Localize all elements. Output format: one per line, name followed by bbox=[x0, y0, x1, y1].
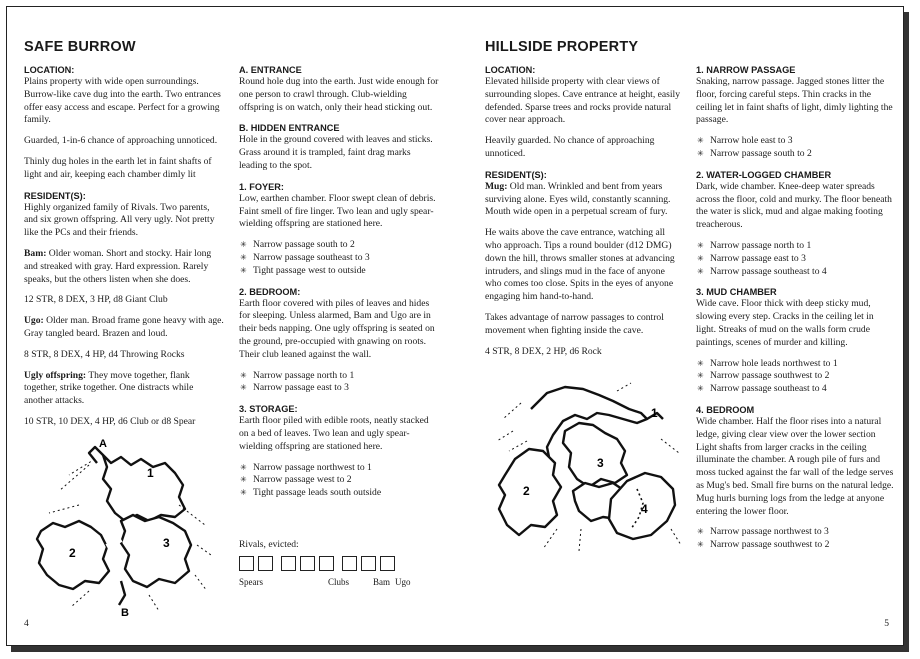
room-4-exits bbox=[696, 526, 896, 552]
safe-burrow-map bbox=[29, 435, 219, 620]
exit-item: ✳ Narrow passage southeast to 3 bbox=[239, 252, 439, 265]
room-2-text: Earth floor covered with piles of leaves and hides for sleeping. Unless alarmed, Bam and Ugo are in their beds napping. One ugly offspring is seated on the ground, pre-occupied with gnawing on roots. Their club leaned against the wall. bbox=[239, 297, 435, 360]
residents-text: Highly organized family of Rivals. Two parents, and six grown offspring. All very ugly. Not pretty like the PCs and their friends. bbox=[24, 201, 215, 239]
page-title: HILLSIDE PROPERTY bbox=[485, 39, 639, 55]
map-label-3: 3 bbox=[597, 456, 604, 470]
rivals-label: Rivals, evicted: bbox=[239, 539, 299, 550]
exit-item: ✳ Narrow hole leads northwest to 1 bbox=[696, 358, 896, 371]
map-label-2: 2 bbox=[523, 484, 530, 498]
ugo-stats: 8 STR, 8 DEX, 4 HP, d4 Throwing Rocks bbox=[24, 348, 185, 360]
room-3-shape bbox=[563, 423, 627, 487]
exit-item: ✳ Narrow passage east to 3 bbox=[239, 382, 439, 395]
location-heading: LOCATION: bbox=[24, 65, 75, 75]
room-1-text: Low, earthen chamber. Floor swept clean of debris. Faint smell of fire linger. Two lean and ugly spear-wielding offspring are stationed here. bbox=[239, 192, 436, 230]
rival-tally-box[interactable] bbox=[239, 556, 254, 571]
exit-item: ✳ Narrow passage southwest to 2 bbox=[696, 370, 896, 383]
mug-stats: 4 STR, 8 DEX, 2 HP, d6 Rock bbox=[485, 345, 602, 357]
label-ugo: Ugo bbox=[395, 576, 411, 587]
bam-name: Bam: bbox=[24, 247, 47, 259]
ugo-description: Ugo: Older man. Broad frame gone heavy with age. Gray tangled beard. Brazen and loud. bbox=[24, 315, 224, 339]
rival-tally-box[interactable] bbox=[380, 556, 395, 571]
guard-text: Heavily guarded. No chance of approaching unnoticed. bbox=[485, 135, 655, 159]
right-column-1 bbox=[485, 64, 681, 366]
room-2-text: Dark, wide chamber. Knee-deep water spreads across the floor, cold and murky. The floor beneath the water is slick, mud and algae making footing treacherous. bbox=[696, 180, 892, 231]
room-a-text: Round hole dug into the earth. Just wide enough for one person to crawl through. Club-wielding offspring is on watch, only their head sticking out. bbox=[239, 76, 439, 113]
right-column-2 bbox=[696, 64, 896, 560]
exit-item: ✳ Tight passage leads south outside bbox=[239, 487, 439, 500]
left-page bbox=[7, 7, 455, 645]
map-label-1: 1 bbox=[147, 466, 154, 480]
passage-2-3 bbox=[107, 539, 121, 547]
map-label-a: A bbox=[99, 438, 107, 450]
mug-tactics: He waits above the cave entrance, watching all who approach. Tips a round boulder (d12 DMG) down the hill, throws smaller stones at advancing intruders, and slings mud in the face of anyone who comes too close. Spits in the eyes of anyone engaging him hand-to-hand. bbox=[485, 227, 675, 303]
book-spread bbox=[6, 6, 904, 646]
room-3-exits bbox=[239, 462, 439, 500]
exit-item: ✳ Narrow passage south to 2 bbox=[696, 148, 896, 161]
label-clubs: Clubs bbox=[328, 576, 350, 587]
rivals-checkboxes bbox=[239, 556, 439, 571]
residents-heading: RESIDENT(S): bbox=[485, 169, 547, 180]
right-page bbox=[455, 7, 903, 645]
entrance-b-tunnel bbox=[119, 581, 125, 605]
exit-item: ✳ Narrow passage north to 1 bbox=[696, 240, 896, 253]
ugo-name: Ugo: bbox=[24, 315, 44, 327]
rival-tally-box[interactable] bbox=[258, 556, 273, 571]
hillside-property-map bbox=[491, 379, 691, 559]
exit-item: ✳ Narrow passage southeast to 4 bbox=[696, 383, 896, 396]
room-2-exits bbox=[239, 370, 439, 396]
room-3-text: Earth floor piled with edible roots, neatly stacked on a bed of leaves. Two lean and ugly spear-wielding offspring are stationed here. bbox=[239, 415, 429, 452]
room-b-text: Hole in the ground covered with leaves and sticks. Grass around it is trampled, faint drag marks leading to the spot. bbox=[239, 134, 433, 171]
exit-item: ✳ Narrow passage east to 3 bbox=[696, 253, 896, 266]
exit-item: ✳ Narrow passage south to 2 bbox=[239, 239, 439, 252]
room-3-heading: 3. MUD CHAMBER bbox=[696, 287, 777, 298]
page-title: SAFE BURROW bbox=[24, 39, 136, 55]
left-column-2 bbox=[239, 64, 439, 508]
guard-text: Guarded, 1-in-6 chance of approaching unnoticed. bbox=[24, 135, 218, 147]
room-1-exits bbox=[696, 135, 896, 161]
exit-item: ✳ Narrow passage northwest to 1 bbox=[239, 462, 439, 475]
room-3-exits bbox=[696, 358, 896, 396]
mug-description: Mug: Old man. Wrinkled and bent from years surviving alone. Eyes wild, constantly scanning. Mouth wide open in a perpetual scream of fury. bbox=[485, 180, 671, 218]
room-1-exits bbox=[239, 239, 439, 277]
exit-item: ✳ Narrow passage west to 2 bbox=[239, 474, 439, 487]
location-text: Plains property with wide open surroundings. Burrow-like cave dug into the earth. Two entrances offer easy access and escape. Perfect for a growing family. bbox=[24, 76, 221, 126]
exit-item: ✳ Narrow passage northwest to 3 bbox=[696, 526, 896, 539]
room-1-heading: 1. FOYER: bbox=[239, 181, 284, 192]
room-2-heading: 2. WATER-LOGGED CHAMBER bbox=[696, 169, 832, 180]
exit-item: ✳ Narrow passage southwest to 2 bbox=[696, 539, 896, 552]
rival-tally-box[interactable] bbox=[342, 556, 357, 571]
exit-item: ✳ Narrow passage southeast to 4 bbox=[696, 266, 896, 279]
room-2-shape bbox=[499, 449, 561, 535]
ugly-offspring-stats: 10 STR, 10 DEX, 4 HP, d6 Club or d8 Spear bbox=[24, 415, 196, 427]
rivals-box-labels bbox=[239, 576, 439, 590]
exit-item: ✳ Narrow hole east to 3 bbox=[696, 135, 896, 148]
room-3-text: Wide cave. Floor thick with deep sticky mud, slowing every step. Cracks in the ceiling let in light. Streaks of mud on the walls form crude paintings, scenes of murder and killing. bbox=[696, 298, 874, 348]
page-number: 5 bbox=[884, 619, 889, 630]
rival-tally-box[interactable] bbox=[319, 556, 334, 571]
room-1-shape bbox=[103, 455, 185, 521]
bam-description: Bam: Older woman. Short and stocky. Hair long and streaked with gray. Hard expression. Rarely speaks, but the others listen when she does. bbox=[24, 247, 212, 285]
room-a-heading: A. ENTRANCE bbox=[239, 65, 302, 75]
map-label-4: 4 bbox=[641, 502, 648, 516]
residents-heading: RESIDENT(S): bbox=[24, 190, 86, 201]
exit-item: ✳ Narrow passage north to 1 bbox=[239, 370, 439, 383]
ugly-offspring-name: Ugly offspring: bbox=[24, 369, 87, 381]
mug-name: Mug: bbox=[485, 180, 508, 192]
bam-stats: 12 STR, 8 DEX, 3 HP, d8 Giant Club bbox=[24, 294, 168, 306]
room-b-heading: B. HIDDEN ENTRANCE bbox=[239, 123, 340, 134]
room-4-heading: 4. BEDROOM bbox=[696, 404, 755, 415]
room-2-exits bbox=[696, 240, 896, 278]
location-text: Elevated hillside property with clear views of surrounding slopes. Cave entrance at height, easily defended. Sparse trees and rocks provide natural cover near approach. bbox=[485, 76, 681, 126]
light-text: Thinly dug holes in the earth let in faint shafts of light and air, keeping each chamber dimly lit bbox=[24, 155, 212, 180]
mug-advantage: Takes advantage of narrow passages to control movement when fighting inside the cave. bbox=[485, 311, 664, 336]
rival-tally-box[interactable] bbox=[361, 556, 376, 571]
room-2-heading: 2. BEDROOM: bbox=[239, 286, 301, 297]
map-label-b: B bbox=[121, 607, 129, 619]
location-heading: LOCATION: bbox=[485, 65, 536, 75]
page-number: 4 bbox=[24, 619, 29, 630]
exit-item: ✳ Tight passage west to outside bbox=[239, 265, 439, 278]
room-1-heading: 1. NARROW PASSAGE bbox=[696, 65, 796, 75]
left-column-1 bbox=[24, 64, 224, 437]
room-1-text: Snaking, narrow passage. Jagged stones litter the floor, forcing careful steps. Thin cracks in the ceiling let in faint shafts of light, dimly lighting the passage. bbox=[696, 76, 893, 126]
map-label-2: 2 bbox=[69, 546, 76, 560]
ugly-offspring-description: Ugly offspring: They move together, flank together, strike together. One distracts while another attacks. bbox=[24, 369, 194, 407]
room-3-shape bbox=[121, 515, 191, 587]
map-label-1: 1 bbox=[651, 406, 658, 420]
label-bam: Bam bbox=[373, 576, 390, 587]
rival-tally-box[interactable] bbox=[281, 556, 296, 571]
room-4-text: Wide chamber. Half the floor rises into a natural ledge, giving clear view over the lower section Light shafts from larger cracks in the ceiling illuminate the chamber. A rough pile of furs and moss tucked against the far wall of the ledge serves as Mug's bed. Small fire burns on the natural ledge. Mug hurls burning logs from the ledge at anyone entering the lower floor. bbox=[696, 415, 894, 517]
label-spears: Spears bbox=[239, 576, 263, 587]
rival-tally-box[interactable] bbox=[300, 556, 315, 571]
room-3-heading: 3. STORAGE: bbox=[239, 404, 298, 415]
rivals-tracker bbox=[239, 539, 439, 590]
map-label-3: 3 bbox=[163, 536, 170, 550]
